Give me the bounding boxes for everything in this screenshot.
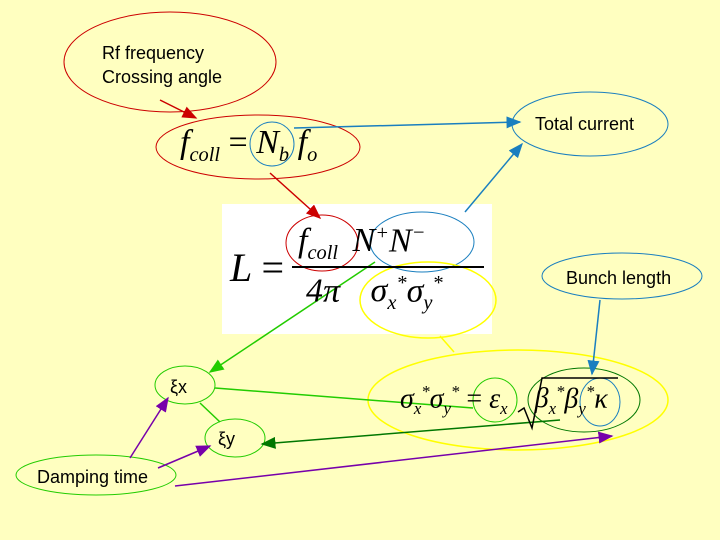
damping-time-label: Damping time	[37, 467, 149, 487]
fcoll-equation: $f_{coll} = N_b$ $f_o$	[180, 124, 318, 166]
sigma-equation: $\sigma_x^*\sigma_y^* = \varepsilon_x$ $\beta_x^*\beta_y^*\kappa$	[400, 382, 608, 418]
bunch-length-label: Bunch length	[566, 268, 672, 288]
line-xi-x-to-xi-y	[200, 403, 220, 422]
arrow-lumi-to-sigma	[440, 336, 454, 352]
arrow-rf-to-fcoll	[160, 100, 196, 118]
arrow-bunch-to-beta	[592, 300, 600, 374]
lumi-numerator: $f_{coll}$ N+N−	[298, 222, 426, 265]
arrow-damping-to-kappa	[175, 436, 612, 486]
arrow-damping-to-xi-x	[130, 398, 168, 458]
lumi-denominator: 4π $\sigma_x^*\sigma_y^*$	[306, 272, 443, 315]
crossing-angle-label: Crossing angle	[102, 67, 223, 87]
rf-frequency-label: Rf frequency	[102, 43, 205, 63]
xi-y-label: ξy	[218, 429, 236, 449]
arrow-nb-to-current	[294, 122, 520, 128]
arrow-n-to-current	[465, 144, 522, 212]
total-current-label: Total current	[535, 114, 635, 134]
arrow-damping-to-xi-y	[158, 446, 210, 468]
arrow-fcoll-to-lumi	[270, 173, 320, 218]
lumi-lhs: L =	[230, 245, 285, 290]
xi-x-label: ξx	[170, 377, 188, 397]
arrow-beta-to-xi-y	[262, 420, 560, 444]
